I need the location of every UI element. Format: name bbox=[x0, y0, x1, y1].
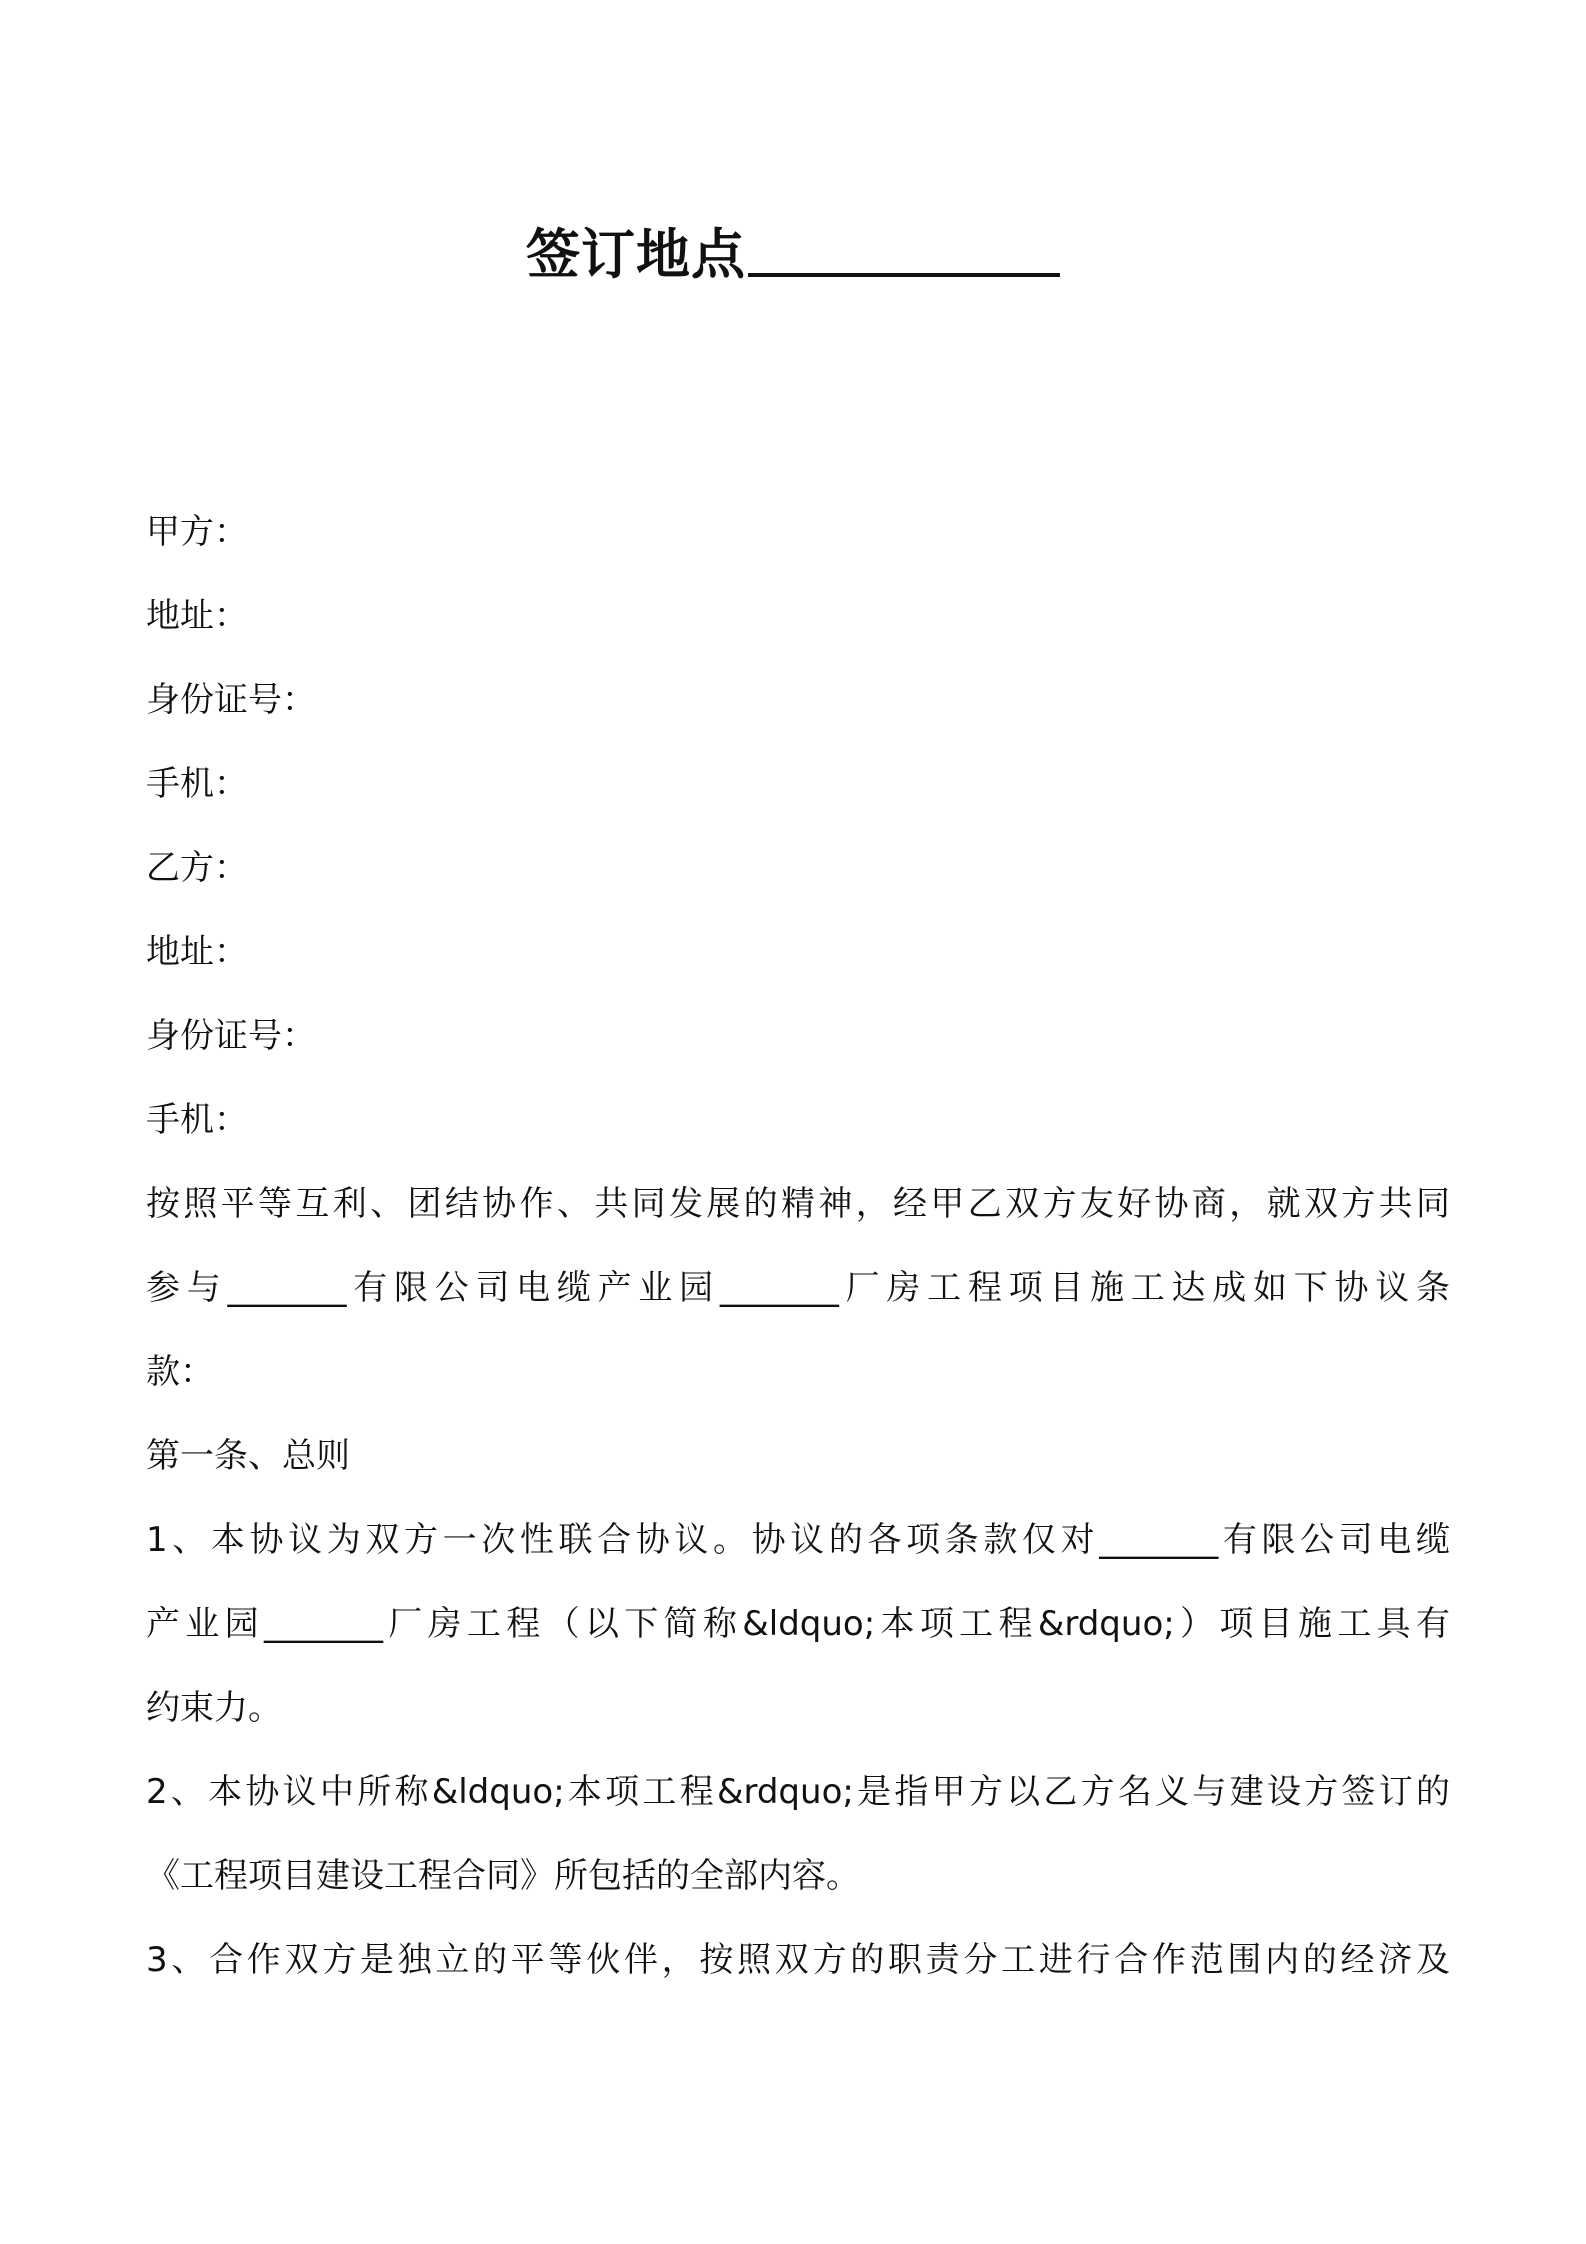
clause-3-line: 3、合作双方是独立的平等伙伴，按照双方的职责分工进行合作范围内的经济及 bbox=[146, 1940, 1450, 1980]
party-b-address-label: 地址： bbox=[146, 932, 248, 972]
party-a-id-label: 身份证号： bbox=[146, 680, 316, 720]
clause-2-line: 2、本协议中所称&ldquo;本项工程&rdquo;是指甲方以乙方名义与建设方签订的 bbox=[146, 1772, 1450, 1812]
party-a-address-label: 地址： bbox=[146, 596, 248, 636]
clause-1-line: 约束力。 bbox=[146, 1688, 282, 1728]
document-title bbox=[0, 215, 1586, 295]
clause-1-line: 产业园_______厂房工程（以下简称&ldquo;本项工程&rdquo;）项目施工具有 bbox=[146, 1604, 1450, 1644]
clause-2-line: 《工程项目建设工程合同》所包括的全部内容。 bbox=[146, 1856, 860, 1896]
title-blank-line bbox=[748, 273, 1060, 277]
intro-line: 参与_______有限公司电缆产业园_______厂房工程项目施工达成如下协议条 bbox=[146, 1268, 1450, 1308]
party-b-label: 乙方： bbox=[146, 848, 248, 888]
party-b-phone-label: 手机： bbox=[146, 1100, 248, 1140]
document-body bbox=[146, 490, 1450, 2002]
intro-line: 按照平等互利、团结协作、共同发展的精神，经甲乙双方友好协商，就双方共同 bbox=[146, 1184, 1450, 1224]
party-a-phone-label: 手机： bbox=[146, 764, 248, 804]
party-b-id-label: 身份证号： bbox=[146, 1016, 316, 1056]
party-a-label: 甲方： bbox=[146, 512, 248, 552]
title-text: 签订地点 bbox=[526, 223, 746, 286]
clause-1-line: 1、本协议为双方一次性联合协议。协议的各项条款仅对_______有限公司电缆 bbox=[146, 1520, 1450, 1560]
section-heading: 第一条、总则 bbox=[146, 1436, 350, 1476]
intro-line: 款： bbox=[146, 1352, 214, 1392]
